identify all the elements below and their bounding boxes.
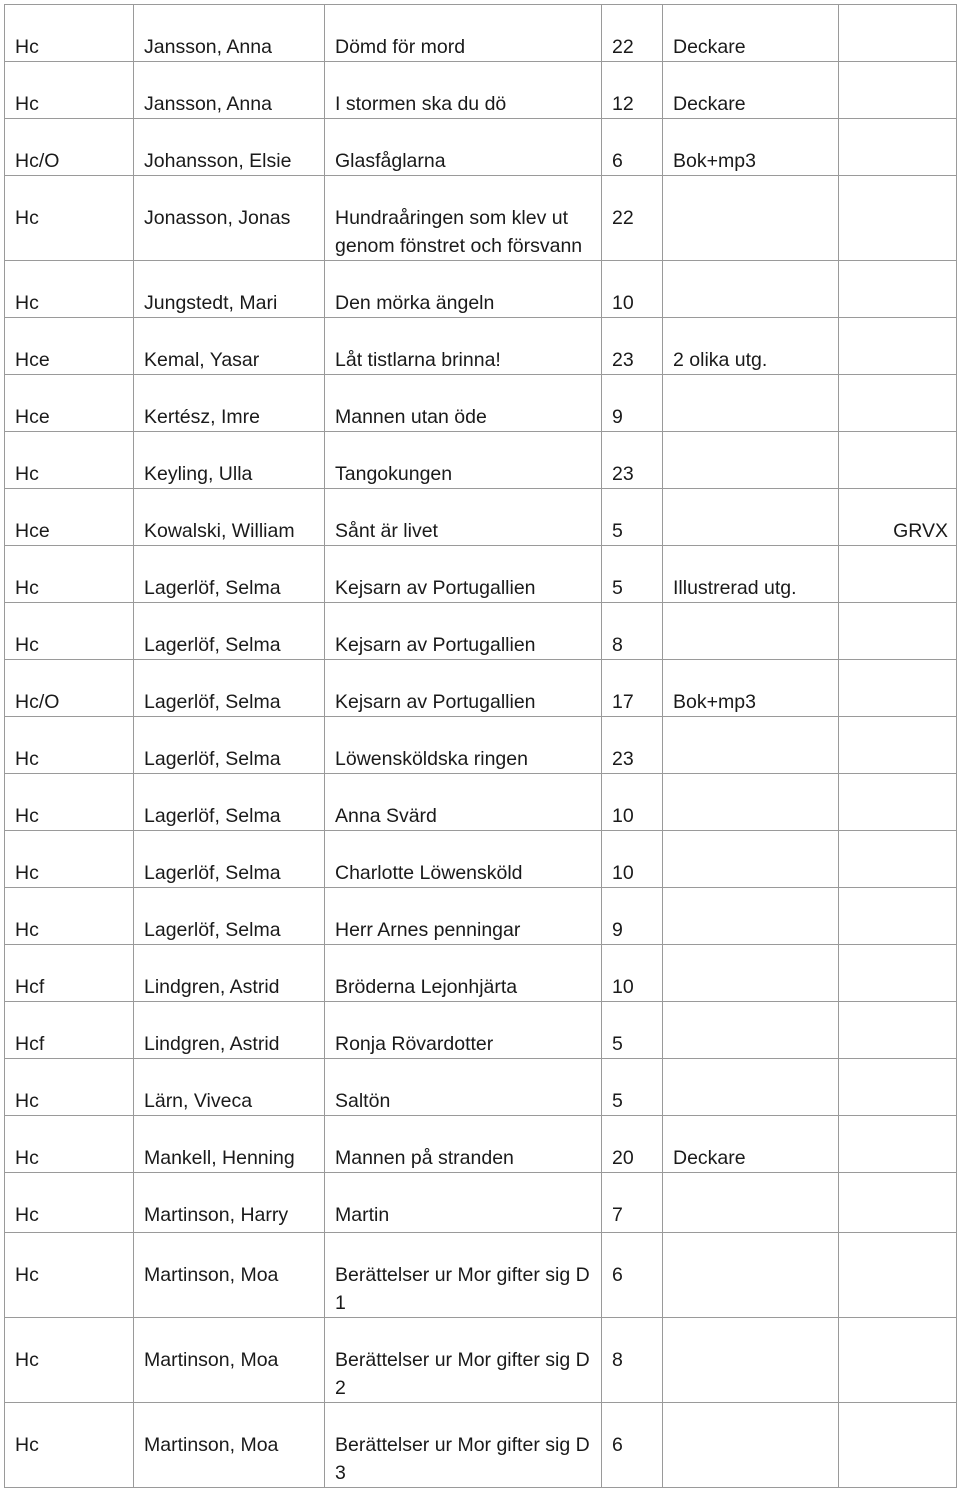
count-cell: 6 [602,1233,663,1318]
author-cell: Lagerlöf, Selma [134,774,325,831]
shelf-code-cell: Hc [5,1059,134,1116]
count-cell: 23 [602,318,663,375]
shelf-code-cell: Hc [5,888,134,945]
title-cell: Herr Arnes penningar [325,888,602,945]
author-cell: Martinson, Moa [134,1233,325,1318]
title-cell: Sånt är livet [325,489,602,546]
table-row [5,1233,957,1318]
count-cell: 6 [602,119,663,176]
shelf-code-cell: Hc [5,432,134,489]
author-cell: Lagerlöf, Selma [134,603,325,660]
extra-cell [839,1173,957,1233]
shelf-code-cell: Hc [5,1403,134,1488]
count-cell: 17 [602,660,663,717]
extra-cell [839,1233,957,1318]
count-cell: 9 [602,888,663,945]
title-cell: Kejsarn av Portugallien [325,603,602,660]
shelf-code-cell: Hc [5,62,134,119]
note-cell: Illustrerad utg. [663,546,839,603]
title-cell: Den mörka ängeln [325,261,602,318]
author-cell: Lärn, Viveca [134,1059,325,1116]
table-row [5,375,957,432]
author-cell: Martinson, Moa [134,1318,325,1403]
extra-cell [839,660,957,717]
note-cell: Deckare [663,62,839,119]
count-cell: 22 [602,176,663,261]
note-cell [663,432,839,489]
extra-cell [839,1059,957,1116]
extra-cell [839,945,957,1002]
shelf-code-cell: Hc [5,831,134,888]
title-cell: Berättelser ur Mor gifter sig D 3 [325,1403,602,1488]
extra-cell [839,1002,957,1059]
author-cell: Lagerlöf, Selma [134,717,325,774]
shelf-code-cell: Hc [5,774,134,831]
note-cell [663,603,839,660]
extra-cell [839,774,957,831]
note-cell [663,945,839,1002]
author-cell: Keyling, Ulla [134,432,325,489]
title-cell: Bröderna Lejonhjärta [325,945,602,1002]
author-cell: Lagerlöf, Selma [134,546,325,603]
note-cell: Bok+mp3 [663,119,839,176]
extra-cell [839,62,957,119]
title-cell: Martin [325,1173,602,1233]
title-cell: Kejsarn av Portugallien [325,660,602,717]
shelf-code-cell: Hc [5,1116,134,1173]
title-cell: I stormen ska du dö [325,62,602,119]
title-cell: Mannen på stranden [325,1116,602,1173]
extra-cell [839,831,957,888]
table-row [5,660,957,717]
note-cell [663,1173,839,1233]
title-cell: Glasfåglarna [325,119,602,176]
shelf-code-cell: Hc [5,176,134,261]
author-cell: Jansson, Anna [134,62,325,119]
count-cell: 8 [602,603,663,660]
count-cell: 10 [602,774,663,831]
author-cell: Kertész, Imre [134,375,325,432]
count-cell: 22 [602,5,663,62]
table-row [5,1318,957,1403]
count-cell: 23 [602,432,663,489]
title-cell: Ronja Rövardotter [325,1002,602,1059]
table-row [5,318,957,375]
table-row [5,1403,957,1488]
extra-cell [839,1116,957,1173]
author-cell: Lagerlöf, Selma [134,831,325,888]
note-cell: Deckare [663,5,839,62]
count-cell: 7 [602,1173,663,1233]
title-cell: Löwensköldska ringen [325,717,602,774]
note-cell [663,774,839,831]
note-cell [663,1059,839,1116]
table-row [5,432,957,489]
count-cell: 12 [602,62,663,119]
shelf-code-cell: Hc/O [5,660,134,717]
title-cell: Berättelser ur Mor gifter sig D 1 [325,1233,602,1318]
table-row [5,717,957,774]
extra-cell [839,603,957,660]
title-cell: Saltön [325,1059,602,1116]
shelf-code-cell: Hcf [5,1002,134,1059]
title-cell: Charlotte Löwensköld [325,831,602,888]
table-row [5,945,957,1002]
author-cell: Mankell, Henning [134,1116,325,1173]
book-list-table [4,4,957,1488]
extra-cell [839,432,957,489]
title-cell: Mannen utan öde [325,375,602,432]
count-cell: 9 [602,375,663,432]
shelf-code-cell: Hce [5,375,134,432]
table-row [5,774,957,831]
shelf-code-cell: Hce [5,318,134,375]
extra-cell [839,176,957,261]
note-cell [663,831,839,888]
shelf-code-cell: Hc [5,603,134,660]
extra-cell [839,717,957,774]
count-cell: 5 [602,1059,663,1116]
author-cell: Jansson, Anna [134,5,325,62]
count-cell: 8 [602,1318,663,1403]
note-cell [663,1403,839,1488]
title-cell: Anna Svärd [325,774,602,831]
count-cell: 5 [602,1002,663,1059]
table-row [5,5,957,62]
shelf-code-cell: Hc [5,1318,134,1403]
table-row [5,1173,957,1233]
author-cell: Lindgren, Astrid [134,945,325,1002]
note-cell: Bok+mp3 [663,660,839,717]
note-cell [663,261,839,318]
shelf-code-cell: Hc [5,261,134,318]
table-row [5,489,957,546]
count-cell: 5 [602,489,663,546]
table-row [5,603,957,660]
title-cell: Dömd för mord [325,5,602,62]
extra-cell: GRVX [839,489,957,546]
title-cell: Hundraåringen som klev ut genom fönstret och försvann [325,176,602,261]
count-cell: 10 [602,261,663,318]
table-row [5,1002,957,1059]
table-row [5,62,957,119]
count-cell: 20 [602,1116,663,1173]
count-cell: 5 [602,546,663,603]
shelf-code-cell: Hc/O [5,119,134,176]
table-row [5,888,957,945]
note-cell [663,375,839,432]
shelf-code-cell: Hc [5,1233,134,1318]
author-cell: Kemal, Yasar [134,318,325,375]
shelf-code-cell: Hc [5,717,134,774]
extra-cell [839,1318,957,1403]
note-cell [663,1318,839,1403]
author-cell: Kowalski, William [134,489,325,546]
note-cell: 2 olika utg. [663,318,839,375]
extra-cell [839,546,957,603]
extra-cell [839,261,957,318]
author-cell: Martinson, Harry [134,1173,325,1233]
extra-cell [839,1403,957,1488]
note-cell [663,1002,839,1059]
table-row [5,1116,957,1173]
author-cell: Martinson, Moa [134,1403,325,1488]
extra-cell [839,888,957,945]
table-row [5,119,957,176]
note-cell [663,717,839,774]
author-cell: Jonasson, Jonas [134,176,325,261]
table-body [5,5,957,1488]
count-cell: 10 [602,831,663,888]
title-cell: Berättelser ur Mor gifter sig D 2 [325,1318,602,1403]
table-row [5,546,957,603]
shelf-code-cell: Hc [5,546,134,603]
note-cell [663,176,839,261]
title-cell: Tangokungen [325,432,602,489]
author-cell: Lindgren, Astrid [134,1002,325,1059]
table-row [5,1059,957,1116]
note-cell [663,1233,839,1318]
count-cell: 23 [602,717,663,774]
note-cell: Deckare [663,1116,839,1173]
shelf-code-cell: Hce [5,489,134,546]
count-cell: 10 [602,945,663,1002]
shelf-code-cell: Hc [5,1173,134,1233]
title-cell: Kejsarn av Portugallien [325,546,602,603]
extra-cell [839,375,957,432]
extra-cell [839,318,957,375]
table-row [5,831,957,888]
shelf-code-cell: Hc [5,5,134,62]
count-cell: 6 [602,1403,663,1488]
author-cell: Jungstedt, Mari [134,261,325,318]
extra-cell [839,5,957,62]
note-cell [663,489,839,546]
table-row [5,176,957,261]
note-cell [663,888,839,945]
shelf-code-cell: Hcf [5,945,134,1002]
author-cell: Johansson, Elsie [134,119,325,176]
author-cell: Lagerlöf, Selma [134,888,325,945]
author-cell: Lagerlöf, Selma [134,660,325,717]
title-cell: Låt tistlarna brinna! [325,318,602,375]
extra-cell [839,119,957,176]
table-row [5,261,957,318]
